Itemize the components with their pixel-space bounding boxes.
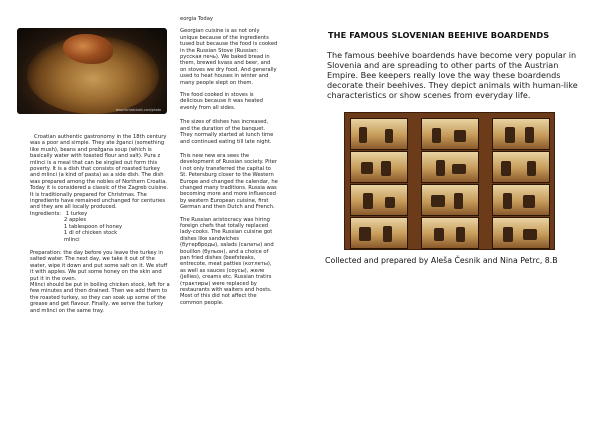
ingredient-item: 1 tablespoon of honey: [64, 223, 123, 230]
column-paragraph: This new new era sees the development of Russian society. Piter I not only transferred the capital to St. Petersburg closer to the Western Europe and changed the calendar, he changed many traditions. Russia was becoming more and more influenced by western European cuisine, first German and then Dutch and French.: [180, 152, 278, 211]
beehive-panels-photo: [344, 112, 555, 250]
column-paragraph: The sizes of dishes has increased, and the duration of the banquet. They normally started at lunch time and continued eating till late night.: [180, 119, 274, 145]
russian-cuisine-column: [180, 16, 278, 306]
ingredients-heading: Ingredients: 1 turkey: [30, 210, 88, 217]
croatian-gastronomy-text: [30, 134, 170, 314]
column-paragraph: The food cooked in stoves is delicious because it was heated evenly from all sides.: [180, 92, 263, 111]
painted-panel: [350, 217, 408, 249]
ingredient-item: mlinci: [64, 236, 80, 243]
painted-panel: [421, 184, 479, 216]
painted-panel: [350, 184, 408, 216]
article-title: THE FAMOUS SLOVENIAN BEEHIVE BOARDENDS: [328, 30, 550, 40]
preparation-paragraph-2: Mlinci should be put in boiling chicken stock, left for a few minutes and then drained. Then we add them to the roasted turkey, so they can soak up some of the grease and get flavour. Finally, we serve the turkey and mlinci on the same tray.: [30, 281, 170, 314]
painted-panel: [350, 151, 408, 183]
painted-panel: [421, 217, 479, 249]
column-paragraph: Georgian cuisine is as not only unique because of the ingredients tused but because the food is cooked in the Russian Stove (Russian: русская печь). We baked bread in them, brewed kvass and beer, and on stoves we dry food. And generally used to heat houses in winter and many people slept on them.: [180, 28, 278, 86]
article-lead: The famous beehive boardends have become very popular in Slovenia and are spreading to other parts of the Austrian Empire. Bee keepers really love the way these boardends decorate their beehives. They depict animals with human-like characteristics or show scenes from everyday life.: [327, 50, 578, 101]
ingredient-item: 2 apples: [64, 217, 87, 224]
painted-panel: [492, 217, 550, 249]
intro-paragraph: Croatian authentic gastronomy in the 18th century was a poor and simple. They ate žganci (something like mush), beans and prežgana soup (which is basically water with toasted flour and salt). Pura z mlinci is a meal that can be singled out form this poverty. It is a dish that consists of roasted turkey and mlinci (a kind of pasta) as a side dish. The dish was prepared among the nobles of Northern Croatia. Today it is considered a classic of the Zagreb cuisine. It is traditionally prepared for Christmas. The ingredients have remained unchanged for centuries and they are all locally produced.: [30, 134, 169, 211]
painted-panel: [350, 118, 408, 150]
painted-panel: [421, 151, 479, 183]
ingredients-block: [30, 211, 170, 243]
roast-turkey-photo: [17, 28, 167, 114]
column-paragraph: The Russian aristocracy was hiring foreign chefs that totally replaced lady-cooks. The Russian cuisine got dishes like sandwiches (бутерброды), salads (салаты) and bouillon (бульон), and a choice of pan fried dishes (beefsteaks, entrecote, meat patties (котлеты), as well as sauces (соусы), желе (jellies), creams etc. Russian tratirs (трактиры) were replaced by restaurants with waiters and hosts. Most of this did not affect the common people.: [180, 216, 274, 306]
painted-panel: [492, 184, 550, 216]
painted-panel: [492, 118, 550, 150]
photo-credit: www.ferhatciceki.com/photo: [115, 108, 161, 112]
ingredient-item: 1 dl of chicken stock: [64, 230, 118, 237]
painted-panel: [492, 151, 550, 183]
preparation-paragraph: Preparation: the day before you leave the turkey in salted water. The next day, we take it out of the water, wipe it down and put some salt on it. We stuff it with apples. We put some honey on the skin and put it in the oven.: [30, 249, 168, 282]
column-header: eorgia Today: [180, 16, 213, 22]
article-caption: Collected and prepared by Aleša Česnik and Nina Petrc, 8.B: [325, 256, 558, 265]
painted-panel: [421, 118, 479, 150]
